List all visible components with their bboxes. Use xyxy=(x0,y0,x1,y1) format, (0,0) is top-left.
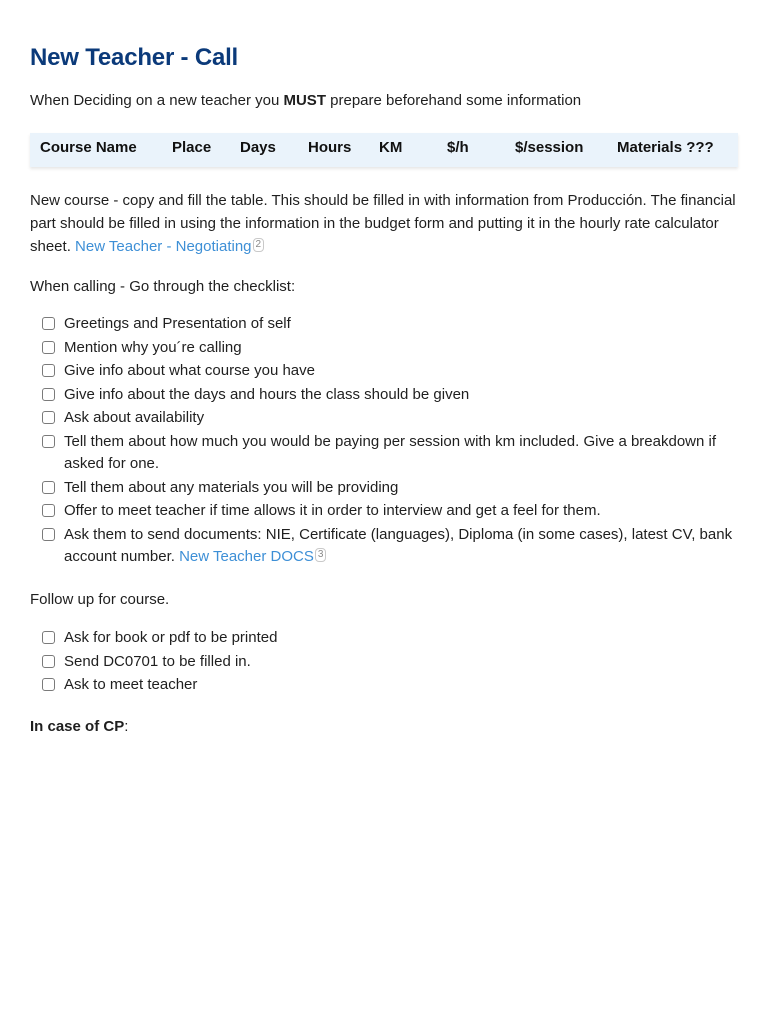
checklist-item-label: Give info about what course you have xyxy=(64,362,315,380)
column-header-course-name: Course Name xyxy=(40,138,137,156)
checklist-item xyxy=(42,431,742,475)
checkbox[interactable] xyxy=(42,504,55,517)
docs-link[interactable]: New Teacher DOCS xyxy=(179,547,314,565)
column-header-materials: Materials ??? xyxy=(617,138,714,156)
intro-bold-must: MUST xyxy=(283,92,326,109)
checkbox[interactable] xyxy=(42,411,55,424)
checklist-item-label: Offer to meet teacher if time allows it in order to interview and get a feel for them. xyxy=(64,502,601,520)
checklist-item-label: Ask for book or pdf to be printed xyxy=(64,629,278,646)
column-header-per-session: $/session xyxy=(515,138,584,156)
checklist-item xyxy=(42,313,742,335)
checklist-item-label: Send DC0701 to be filled in. xyxy=(64,652,251,670)
column-header-place: Place xyxy=(172,138,212,156)
checkbox[interactable] xyxy=(42,317,55,330)
checkbox[interactable] xyxy=(42,678,55,691)
course-note-paragraph xyxy=(30,189,740,258)
column-header-days: Days xyxy=(240,138,276,156)
checklist-item-label: Mention why you´re calling xyxy=(64,338,242,356)
cp-heading-bold: In case of CP xyxy=(30,718,125,735)
checklist-item-label: Ask them to send documents: NIE, Certificate (languages), Diploma (in some cases), latest CV, bank account number. xyxy=(64,525,733,565)
cp-heading-colon: : xyxy=(124,718,129,735)
checklist-item xyxy=(42,337,742,359)
checklist-item xyxy=(42,627,742,649)
checkbox[interactable] xyxy=(42,655,55,668)
followup-checklist xyxy=(42,627,742,698)
checkbox[interactable] xyxy=(42,481,55,494)
checklist-item xyxy=(42,477,742,499)
intro-text-before: When Deciding on a new teacher you xyxy=(30,92,284,109)
checklist-item-label: Ask about availability xyxy=(64,409,205,427)
checklist-item xyxy=(42,524,742,568)
cp-heading xyxy=(30,715,740,738)
table-header-row xyxy=(30,133,727,161)
column-header-hours: Hours xyxy=(308,138,352,156)
checklist-item xyxy=(42,500,742,522)
course-note-text: New course - copy and fill the table. This should be filled in with information from Producción. The financial part should be filled in using the information in the budget form and putting it in the hourly rate calculator sheet. xyxy=(30,192,736,255)
checklist-item-label: Tell them about how much you would be paying per session with km included. Give a breakdown if asked for one. xyxy=(64,432,717,472)
negotiating-link[interactable]: New Teacher - Negotiating xyxy=(75,238,252,255)
checklist-item-label: Give info about the days and hours the class should be given xyxy=(64,385,470,403)
checkbox[interactable] xyxy=(42,631,55,644)
column-header-km: KM xyxy=(379,138,403,156)
checklist-item xyxy=(42,407,742,429)
intro-paragraph xyxy=(30,92,581,109)
intro-text-after: prepare beforehand some information xyxy=(325,92,582,109)
checkbox[interactable] xyxy=(42,341,55,354)
column-header-per-hour: $/h xyxy=(447,138,469,156)
reference-count-badge[interactable]: 3 xyxy=(315,548,327,562)
checkbox[interactable] xyxy=(42,435,55,448)
reference-count-badge[interactable]: 2 xyxy=(253,238,265,252)
checklist-item xyxy=(42,674,742,696)
checklist-item xyxy=(42,384,742,406)
checklist-item-label: Greetings and Presentation of self xyxy=(64,315,291,332)
checkbox[interactable] xyxy=(42,364,55,377)
calling-checklist xyxy=(42,313,742,569)
course-info-table xyxy=(30,133,738,167)
calling-heading: When calling - Go through the checklist: xyxy=(30,278,296,295)
checklist-item xyxy=(42,651,742,673)
followup-heading: Follow up for course. xyxy=(30,591,170,608)
checkbox[interactable] xyxy=(42,528,55,541)
checkbox[interactable] xyxy=(42,388,55,401)
checklist-item-label: Ask to meet teacher xyxy=(64,676,198,694)
page-title: New Teacher - Call xyxy=(30,44,239,71)
checklist-item-label: Tell them about any materials you will be providing xyxy=(64,478,399,496)
checklist-item xyxy=(42,360,742,382)
